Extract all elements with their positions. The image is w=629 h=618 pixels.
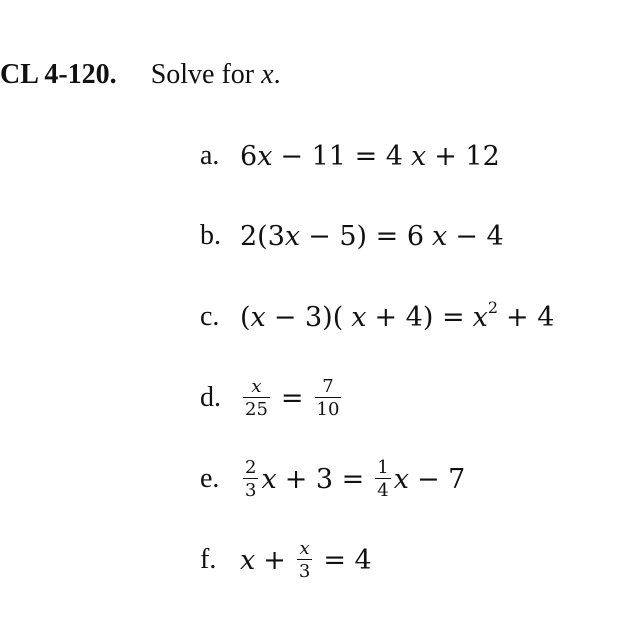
problem-f: [200, 530, 380, 590]
eq-variable: x: [257, 140, 273, 172]
eq-variable: x: [472, 301, 488, 333]
eq-variable: x: [410, 140, 427, 172]
eq-term: + 3 =: [284, 463, 365, 495]
problem-letter: f.: [200, 544, 217, 575]
equation-e: [240, 458, 473, 500]
fraction-denominator: 10: [316, 399, 340, 420]
fraction-denominator: 25: [245, 399, 268, 420]
fraction: [315, 377, 342, 419]
fraction: [375, 458, 390, 500]
problem-a: [200, 126, 508, 186]
eq-variable: x: [284, 220, 301, 252]
eq-variable: x: [261, 463, 277, 495]
fraction-denominator: 3: [298, 561, 311, 582]
fraction-numerator: 1: [377, 457, 389, 478]
fraction: [243, 458, 258, 500]
problem-letter: a.: [200, 140, 220, 171]
eq-term: − 3)(: [273, 301, 344, 333]
eq-term: =: [280, 382, 304, 414]
eq-variable: x: [393, 463, 409, 495]
fraction-numerator: 2: [245, 457, 257, 478]
fraction-numerator: 7: [322, 376, 334, 397]
eq-term: +: [263, 544, 286, 576]
fraction-numerator: x: [299, 538, 310, 559]
problem-letter: d.: [200, 382, 221, 413]
fraction-numerator: x: [251, 376, 262, 397]
eq-term: − 4: [455, 220, 504, 252]
eq-term: + 4) =: [374, 301, 465, 333]
fraction-denominator: 3: [245, 480, 257, 501]
problem-b: [200, 206, 512, 266]
problem-d: [200, 368, 344, 428]
problem-letter: e.: [200, 463, 220, 494]
equation-c: [240, 297, 562, 333]
eq-term: − 7: [416, 463, 466, 495]
problem-letter: b.: [200, 220, 221, 251]
eq-term: + 4: [506, 301, 555, 333]
eq-term: 6: [240, 140, 258, 172]
instruction-period: .: [273, 59, 281, 90]
eq-term: − 11 = 4: [280, 140, 403, 172]
eq-variable: x: [351, 301, 367, 333]
eq-term: − 5) = 6: [308, 220, 425, 252]
instruction-text: Solve for: [150, 59, 262, 90]
problem-letter: c.: [200, 301, 220, 332]
eq-term: = 4: [323, 544, 372, 576]
equation-a: [240, 141, 508, 172]
equation-b: [240, 221, 512, 252]
equation-d: [240, 377, 344, 419]
instruction-variable: x: [261, 59, 274, 90]
eq-variable: x: [240, 544, 256, 576]
problem-id: CL 4-120.: [0, 59, 117, 90]
equation-f: [240, 539, 380, 581]
fraction: [297, 539, 312, 581]
problem-e: [200, 449, 473, 509]
eq-term: + 12: [434, 140, 500, 172]
eq-variable: x: [250, 301, 266, 333]
problem-c: [200, 287, 562, 347]
eq-variable: x: [432, 220, 448, 252]
fraction-denominator: 4: [377, 480, 389, 501]
eq-term: (: [240, 301, 251, 333]
fraction: [243, 377, 270, 419]
eq-term: 2(3: [240, 220, 285, 252]
eq-exponent: 2: [487, 297, 499, 317]
